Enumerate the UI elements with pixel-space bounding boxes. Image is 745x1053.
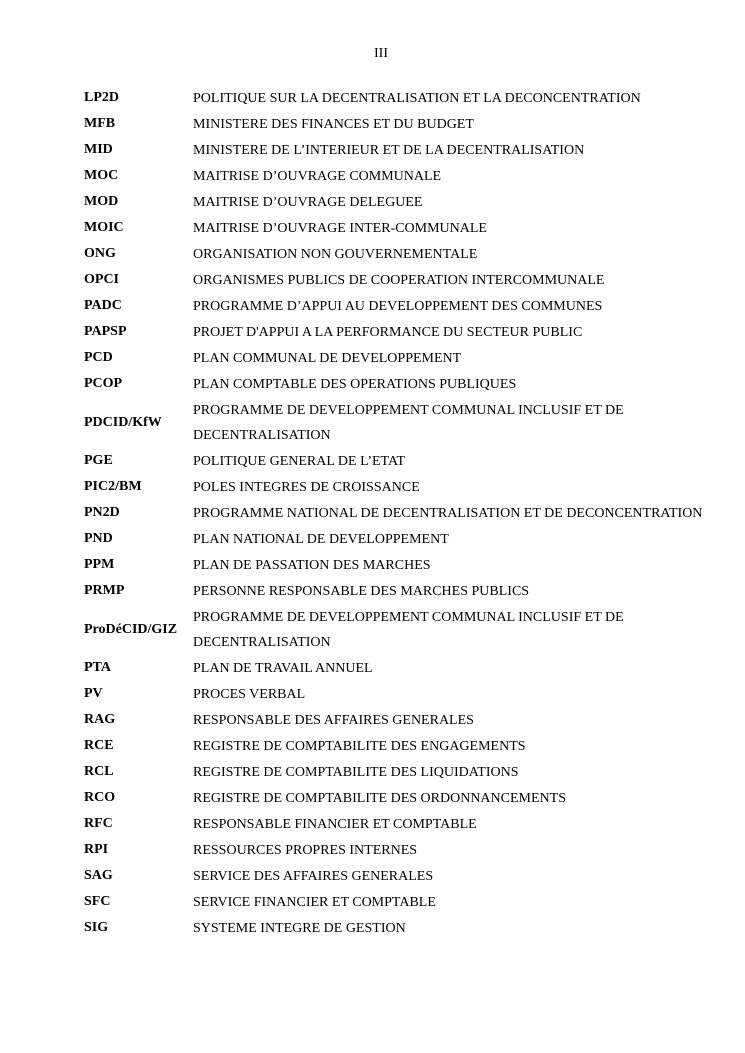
abbreviation-term: PN2D: [84, 505, 120, 520]
abbreviation-row: [84, 681, 745, 707]
abbreviation-meaning: RESSOURCES PROPRES INTERNES: [193, 842, 418, 858]
abbreviation-term: PCOP: [84, 376, 123, 391]
abbreviation-row: [84, 319, 745, 345]
abbreviation-row: [84, 785, 745, 811]
abbreviation-row: [84, 397, 745, 448]
abbreviation-row: [84, 500, 745, 526]
abbreviation-row: [84, 85, 745, 111]
abbreviation-term: RPI: [84, 842, 109, 857]
abbreviation-meaning: MINISTERE DE L’INTERIEUR ET DE LA DECENTRALISATION: [193, 142, 585, 158]
abbreviation-term: PADC: [84, 298, 122, 313]
abbreviation-row: [84, 733, 745, 759]
abbreviation-list: [84, 85, 745, 941]
abbreviation-term: SIG: [84, 920, 109, 935]
abbreviation-row: [84, 578, 745, 604]
abbreviation-row: [84, 707, 745, 733]
abbreviation-term: PRMP: [84, 583, 125, 598]
abbreviation-meaning: PLAN DE TRAVAIL ANNUEL: [193, 660, 373, 676]
abbreviation-row: [84, 889, 745, 915]
abbreviation-row: [84, 189, 745, 215]
abbreviation-term: RAG: [84, 712, 116, 727]
abbreviation-row: [84, 448, 745, 474]
abbreviation-term: SAG: [84, 868, 113, 883]
abbreviation-row: [84, 137, 745, 163]
abbreviation-row: [84, 811, 745, 837]
abbreviation-term: PV: [84, 686, 103, 701]
abbreviation-meaning: PLAN COMPTABLE DES OPERATIONS PUBLIQUES: [193, 376, 517, 392]
abbreviation-term: PAPSP: [84, 324, 127, 339]
abbreviation-row: [84, 604, 745, 655]
page-number: III: [374, 46, 388, 61]
abbreviation-term: PIC2/BM: [84, 479, 142, 494]
abbreviation-term: MOC: [84, 168, 119, 183]
abbreviation-meaning: MAITRISE D’OUVRAGE INTER-COMMUNALE: [193, 220, 487, 236]
abbreviation-meaning: RESPONSABLE DES AFFAIRES GENERALES: [193, 712, 474, 728]
abbreviation-meaning: PROJET D'APPUI A LA PERFORMANCE DU SECTEUR PUBLIC: [193, 324, 583, 340]
abbreviation-row: [84, 267, 745, 293]
abbreviation-meaning: MINISTERE DES FINANCES ET DU BUDGET: [193, 116, 474, 132]
abbreviation-term: MFB: [84, 116, 116, 131]
abbreviation-term: RFC: [84, 816, 113, 831]
abbreviation-row: [84, 655, 745, 681]
abbreviation-term: LP2D: [84, 90, 119, 105]
abbreviation-term: ProDéCID/GIZ: [84, 621, 178, 637]
abbreviation-row: [84, 345, 745, 371]
abbreviation-row: [84, 915, 745, 941]
abbreviation-term: PCD: [84, 350, 113, 365]
abbreviation-meaning: PROGRAMME D’APPUI AU DEVELOPPEMENT DES COMMUNES: [193, 298, 603, 314]
abbreviation-meaning: REGISTRE DE COMPTABILITE DES LIQUIDATIONS: [193, 764, 519, 780]
abbreviation-meaning: PROGRAMME DE DEVELOPPEMENT COMMUNAL INCLUSIF ET DE DECENTRALISATION: [193, 609, 624, 650]
abbreviation-term: PTA: [84, 660, 111, 675]
abbreviation-meaning: PERSONNE RESPONSABLE DES MARCHES PUBLICS: [193, 583, 530, 599]
abbreviation-term: MID: [84, 142, 113, 157]
abbreviation-meaning: PLAN COMMUNAL DE DEVELOPPEMENT: [193, 350, 462, 366]
abbreviation-meaning: SERVICE DES AFFAIRES GENERALES: [193, 868, 434, 884]
abbreviation-term: RCO: [84, 790, 116, 805]
abbreviation-meaning: SYSTEME INTEGRE DE GESTION: [193, 920, 406, 936]
abbreviation-meaning: PLAN NATIONAL DE DEVELOPPEMENT: [193, 531, 449, 547]
abbreviation-meaning: RESPONSABLE FINANCIER ET COMPTABLE: [193, 816, 477, 832]
abbreviation-term: PPM: [84, 557, 115, 572]
abbreviation-row: [84, 526, 745, 552]
abbreviation-meaning: POLES INTEGRES DE CROISSANCE: [193, 479, 420, 495]
abbreviation-row: [84, 241, 745, 267]
abbreviation-row: [84, 863, 745, 889]
abbreviation-meaning: MAITRISE D’OUVRAGE COMMUNALE: [193, 168, 442, 184]
abbreviation-row: [84, 552, 745, 578]
abbreviation-term: SFC: [84, 894, 111, 909]
abbreviation-meaning: ORGANISMES PUBLICS DE COOPERATION INTERCOMMUNALE: [193, 272, 605, 288]
abbreviation-row: [84, 163, 745, 189]
abbreviation-row: [84, 759, 745, 785]
abbreviation-meaning: REGISTRE DE COMPTABILITE DES ORDONNANCEMENTS: [193, 790, 566, 806]
abbreviation-row: [84, 215, 745, 241]
abbreviation-row: [84, 474, 745, 500]
abbreviation-term: PGE: [84, 453, 113, 468]
abbreviation-meaning: PROCES VERBAL: [193, 686, 306, 702]
abbreviation-meaning: PROGRAMME DE DEVELOPPEMENT COMMUNAL INCLUSIF ET DE DECENTRALISATION: [193, 402, 624, 443]
abbreviation-meaning: MAITRISE D’OUVRAGE DELEGUEE: [193, 194, 423, 210]
abbreviation-term: MOD: [84, 194, 119, 209]
abbreviation-meaning: PLAN DE PASSATION DES MARCHES: [193, 557, 431, 573]
abbreviation-row: [84, 293, 745, 319]
abbreviation-term: PDCID/KfW: [84, 414, 162, 430]
abbreviation-meaning: ORGANISATION NON GOUVERNEMENTALE: [193, 246, 478, 262]
abbreviation-term: MOIC: [84, 220, 124, 235]
abbreviation-term: OPCI: [84, 272, 119, 287]
abbreviation-term: PND: [84, 531, 113, 546]
abbreviation-term: ONG: [84, 246, 116, 261]
abbreviation-meaning: SERVICE FINANCIER ET COMPTABLE: [193, 894, 436, 910]
abbreviation-row: [84, 837, 745, 863]
abbreviation-row: [84, 371, 745, 397]
abbreviation-term: RCL: [84, 764, 114, 779]
abbreviation-meaning: POLITIQUE SUR LA DECENTRALISATION ET LA DECONCENTRATION: [193, 90, 641, 106]
abbreviation-meaning: POLITIQUE GENERAL DE L’ETAT: [193, 453, 406, 469]
abbreviation-row: [84, 111, 745, 137]
abbreviation-term: RCE: [84, 738, 114, 753]
abbreviation-meaning: PROGRAMME NATIONAL DE DECENTRALISATION ET DE DECONCENTRATION: [193, 505, 703, 521]
abbreviation-meaning: REGISTRE DE COMPTABILITE DES ENGAGEMENTS: [193, 738, 526, 754]
